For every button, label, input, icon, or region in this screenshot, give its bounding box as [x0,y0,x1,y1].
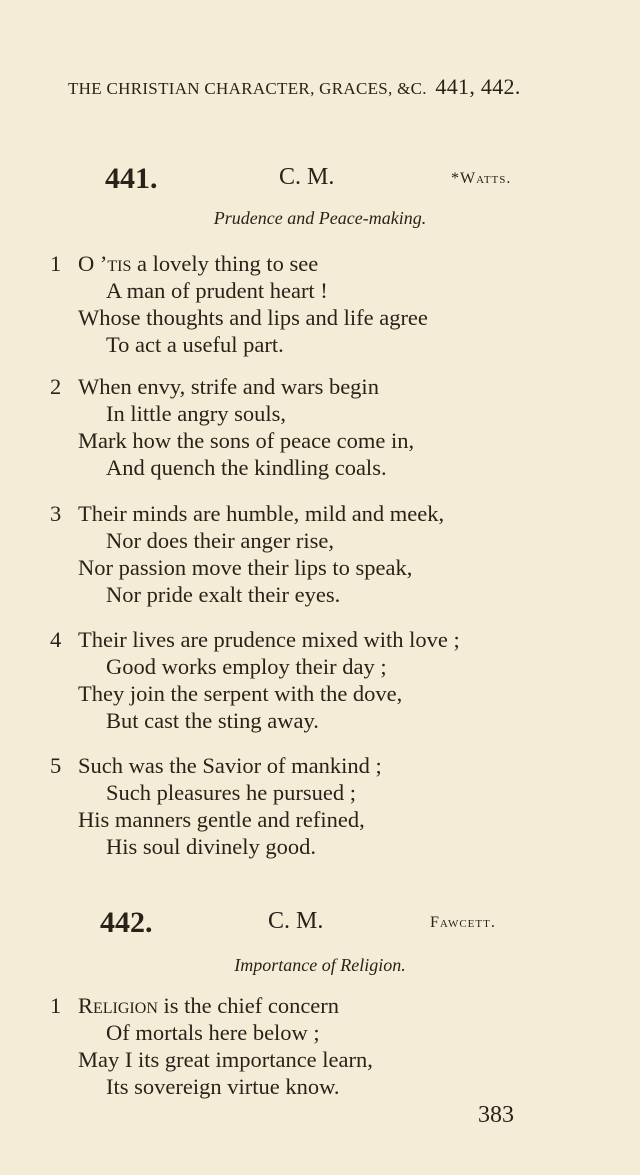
stanza-line: a lovely thing to see [137,251,319,276]
stanza-line: Their lives are prudence mixed with love ; [78,627,460,652]
hymn-442-heading [100,906,640,940]
stanza-1 [50,250,620,358]
stanza-number: 4 [50,627,62,652]
hymn-meter: C. M. [279,164,335,190]
stanza-line: is the chief concern [163,993,340,1018]
stanza-line: They join the serpent with the dove, [78,681,403,706]
stanza-line: Such was the Savior of mankind ; [78,753,382,778]
hymn-author: Fawcett. [430,914,496,931]
stanza-line: His soul divinely good. [106,834,317,859]
hymn-441-heading [105,162,640,196]
first-word: Religion [78,993,158,1018]
header-hymn-numbers: 441, 442. [435,74,521,99]
header-title: THE CHRISTIAN CHARACTER, GRACES, &C. [68,79,427,98]
hymn-441-subtitle: Prudence and Peace-making. [213,208,427,228]
hymn-author: *Watts. [451,170,512,187]
stanza-line: Such pleasures he pursued ; [106,780,356,805]
stanza-line: Nor passion move their lips to speak, [78,555,413,580]
stanza-number: 5 [50,753,62,778]
stanza-line: Nor does their anger rise, [106,528,335,553]
stanza-line: Their minds are humble, mild and meek, [78,501,445,526]
hymn-442-stanza-1 [50,992,620,1100]
stanza-number: 1 [50,251,62,276]
page-number: 383 [478,1102,514,1128]
stanza-line: In little angry souls, [106,401,286,426]
stanza-line: Its sovereign virtue know. [106,1074,340,1099]
stanza-line: May I its great importance learn, [78,1047,373,1072]
running-header [68,74,613,100]
stanza-2 [50,373,620,481]
stanza-line: His manners gentle and refined, [78,807,365,832]
hymn-442-subtitle: Importance of Religion. [234,955,406,975]
stanza-line: Good works employ their day ; [106,654,387,679]
stanza-number: 2 [50,374,62,399]
stanza-line: A man of prudent heart ! [106,278,328,303]
stanza-line: Of mortals here below ; [106,1020,320,1045]
stanza-5 [50,752,620,860]
hymn-number: 442. [100,906,153,939]
hymn-meter: C. M. [268,908,324,934]
stanza-line: And quench the kindling coals. [106,455,387,480]
stanza-line: When envy, strife and wars begin [78,374,379,399]
stanza-line: But cast the sting away. [106,708,319,733]
stanza-line: Whose thoughts and lips and life agree [78,305,428,330]
stanza-line: To act a useful part. [106,332,284,357]
hymn-number: 441. [105,162,158,195]
stanza-number: 3 [50,501,62,526]
stanza-line: Mark how the sons of peace come in, [78,428,415,453]
first-word: O ’tis [78,251,132,276]
stanza-3 [50,500,620,608]
stanza-line: Nor pride exalt their eyes. [106,582,341,607]
stanza-4 [50,626,620,734]
stanza-number: 1 [50,993,62,1018]
